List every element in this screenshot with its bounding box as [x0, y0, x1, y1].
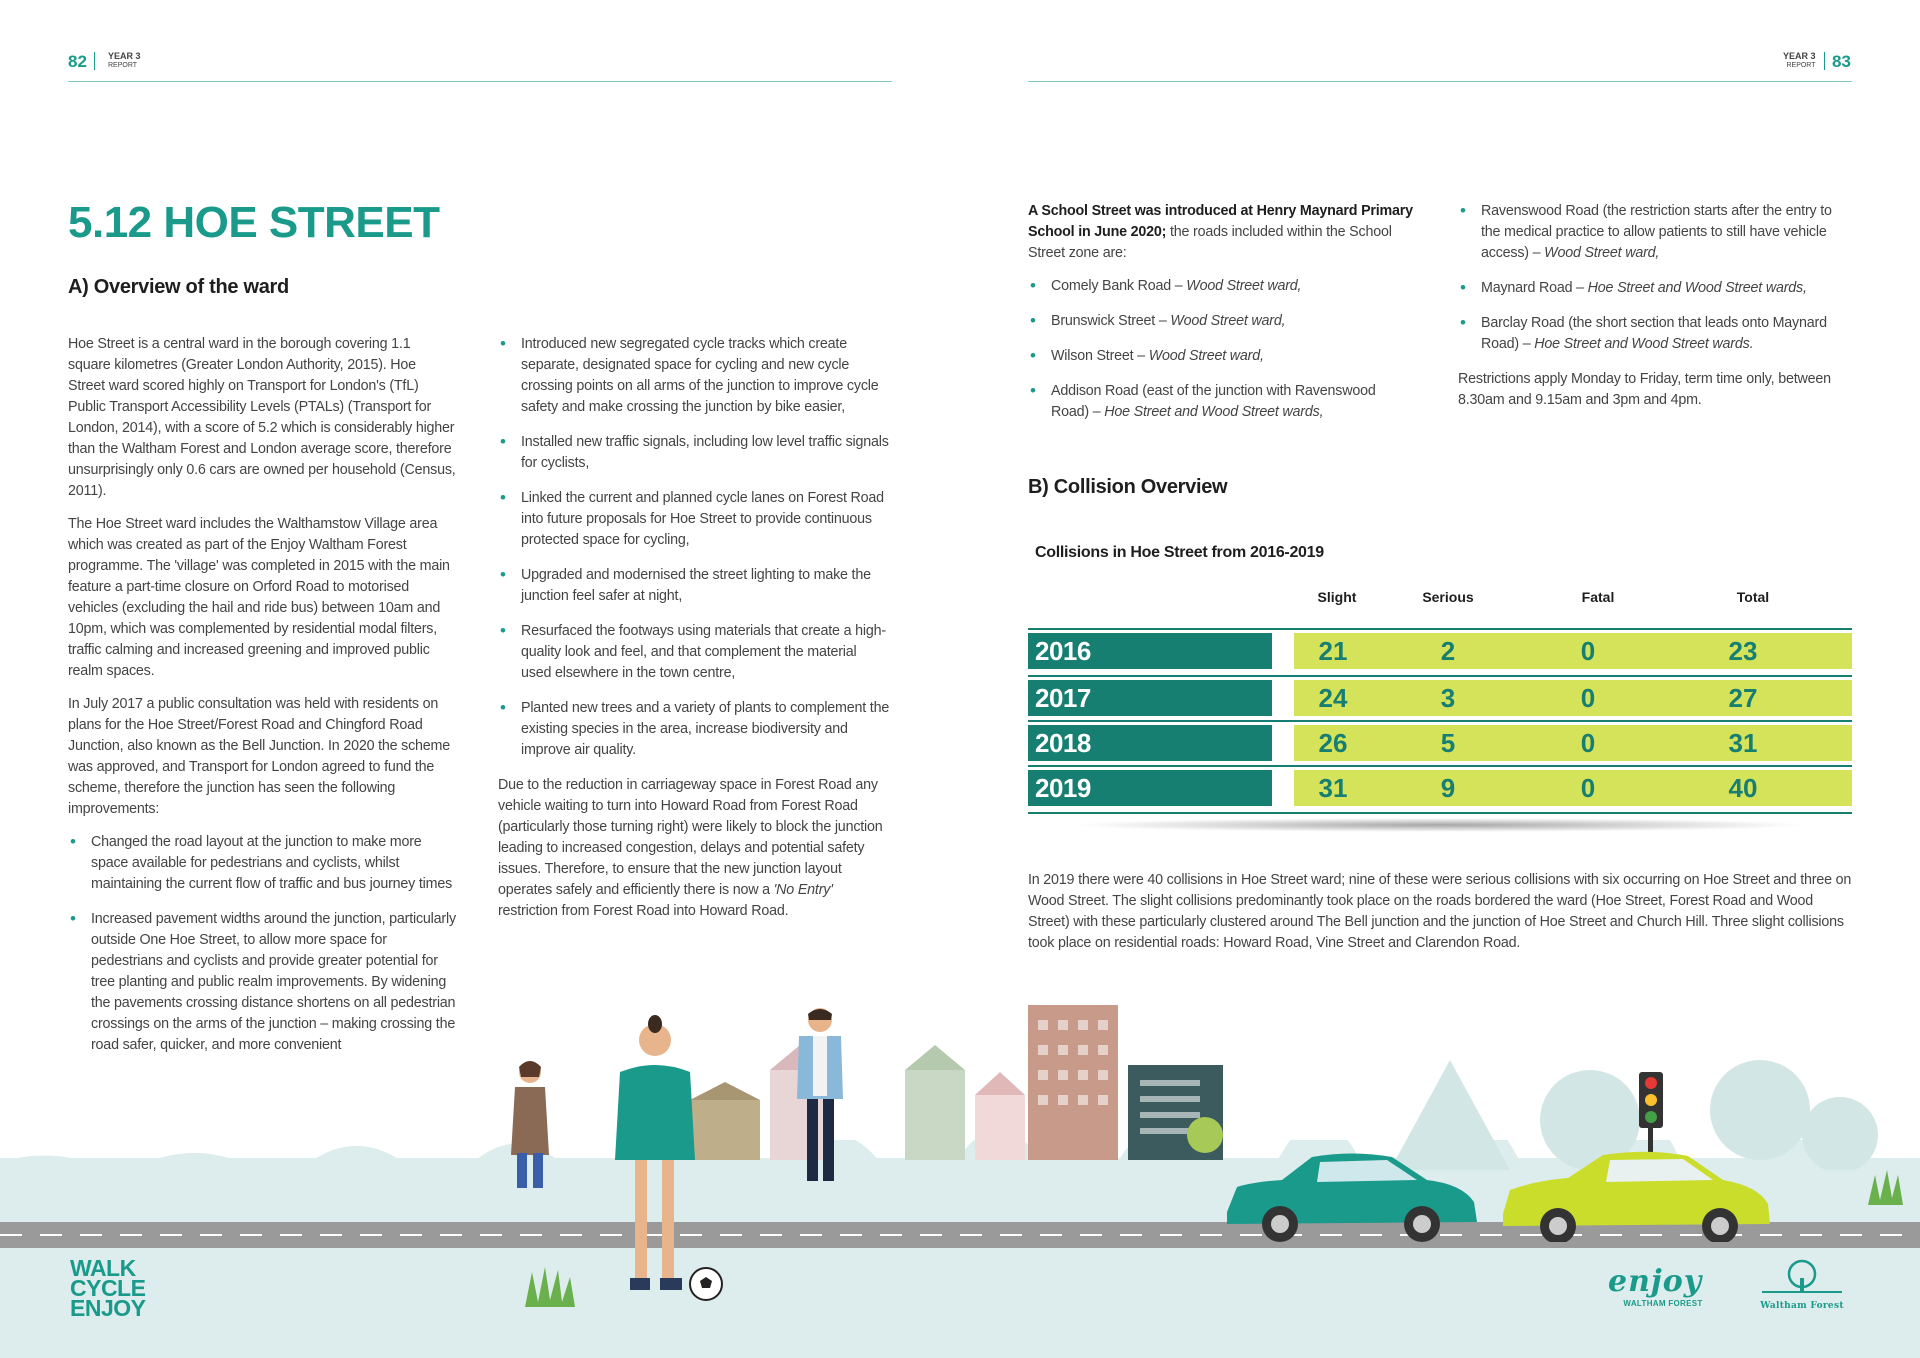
column-2 [498, 334, 890, 934]
ward-name: Wood Street ward, [1186, 278, 1302, 294]
year-report-label-left [108, 52, 141, 70]
list-item: • Linked the current and planned cycle lanes on Forest Road into future proposals for Hoe Street to provide continuous protected space for cycling, [498, 488, 890, 551]
slight-cell: 31 [1318, 773, 1348, 803]
slight-cell: 21 [1318, 636, 1348, 666]
person-walking-illustration [495, 1055, 565, 1195]
school-street-intro [1028, 201, 1416, 264]
list-item [1028, 276, 1416, 297]
serious-cell: 5 [1440, 728, 1456, 758]
serious-cell: 9 [1440, 773, 1456, 803]
list-item [1028, 346, 1416, 367]
list-item [1458, 278, 1854, 299]
header-divider [94, 52, 95, 70]
green-car-illustration [1222, 1142, 1482, 1242]
football-icon [688, 1266, 724, 1302]
paragraph-village: The Hoe Street ward includes the Walthamstow Village area which was created as part of the Enjoy Waltham Forest programme. The 'village' was completed in 2015 with the main feature a part-time closure on Orford Road to motorised vehicles (excluding the hail and ride bus) between 10am and 10pm, which was complemented by residential modal filters, traffic calming and increased greening and improved public realm spaces. [68, 516, 450, 679]
column-3 [1028, 201, 1416, 437]
list-item: • Changed the road layout at the junction to make more space available for pedestrians and cyclists, whilst maintaining the current flow of traffic and bus journey times [68, 832, 456, 895]
fatal-cell: 0 [1580, 773, 1596, 803]
road-name: Maynard Road – [1481, 280, 1588, 296]
ward-name: Wood Street ward, [1148, 348, 1264, 364]
no-entry-label: 'No Entry' [773, 882, 833, 898]
header-slight: Slight [1317, 589, 1357, 605]
column-1 [68, 334, 456, 1070]
total-cell: 40 [1728, 773, 1758, 803]
paragraph-consultation: In July 2017 a public consultation was held with residents on plans for the Hoe Street/Forest Road and Chingford Road Junction, also known as the Bell Junction. In 2020 the scheme was approved, and Transport for London agreed to fund the scheme, therefore the junction has seen the following improvements: [68, 696, 450, 817]
list-item [1458, 201, 1854, 264]
restrictions-text: Restrictions apply Monday to Friday, term time only, between 8.30am and 9.15am and 3pm and 4pm. [1458, 371, 1831, 408]
logo-cycle-text: CYCLE [70, 1275, 146, 1301]
subtitle-collision: B) Collision Overview [1028, 476, 1228, 498]
person-with-ball-illustration [600, 1010, 710, 1310]
list-item: • Increased pavement widths around the junction, particularly outside One Hoe Street, to allow more space for pedestrians and cyclists and provide greater potential for tree planting and public realm improvements. By widening the pavements crossing distance shortens on all pedestrian crossings on the arms of the junction – making crossing the road safer, quicker, and more convenient [68, 909, 456, 1056]
list-item [1028, 381, 1416, 423]
school-street-intro-rest: the roads included within the School Street zone are: [1028, 224, 1392, 261]
year-label: YEAR 3 [1783, 51, 1816, 61]
header-total: Total [1736, 589, 1770, 605]
year-report-label-right [1783, 52, 1816, 70]
road-name: Wilson Street – [1051, 348, 1149, 364]
serious-cell: 3 [1440, 683, 1456, 713]
no-entry-end: restriction from Forest Road into Howard Road. [498, 903, 789, 919]
year-cell: 2019 [1028, 770, 1272, 806]
ward-name: Wood Street ward, [1170, 313, 1286, 329]
list-item [1028, 311, 1416, 332]
year-cell: 2017 [1028, 680, 1272, 716]
ward-name: Hoe Street and Wood Street wards. [1534, 336, 1754, 352]
enjoy-waltham-forest-logo [1608, 1264, 1718, 1308]
road-name: Ravenswood Road (the restriction starts after the entry to the medical practice to allow patients to still have vehicle access) – [1481, 203, 1832, 261]
improvements-list-1 [68, 832, 456, 1056]
header-divider [1824, 52, 1825, 70]
slight-cell: 24 [1318, 683, 1348, 713]
report-label: REPORT [108, 62, 138, 69]
school-street-roads-1 [1028, 276, 1416, 423]
grass-tuft-icon [520, 1262, 580, 1307]
tree-logo-icon [1752, 1258, 1852, 1296]
table-row [1028, 630, 1852, 668]
table-row [1028, 677, 1852, 715]
school-street-intro-bold: A School Street was introduced at Henry Maynard Primary School in June 2020; [1028, 203, 1413, 240]
left-page-number: 82 [68, 52, 87, 71]
year-cell: 2018 [1028, 725, 1272, 761]
enjoy-sub-text: WALTHAM FOREST [1623, 1299, 1703, 1308]
ward-name: Hoe Street and Wood Street wards, [1587, 280, 1807, 296]
header-rule-right [1028, 81, 1852, 82]
fatal-cell: 0 [1580, 683, 1596, 713]
page-title: 5.12 HOE STREET [68, 198, 440, 247]
column-4 [1458, 201, 1854, 423]
fatal-cell: 0 [1580, 728, 1596, 758]
council-logo-text: Waltham Forest [1760, 1301, 1844, 1311]
walk-cycle-enjoy-logo [70, 1255, 146, 1321]
buildings-illustration [680, 1000, 1240, 1170]
waltham-forest-council-logo [1752, 1258, 1852, 1311]
yellow-car-illustration [1498, 1142, 1773, 1242]
list-item: • Installed new traffic signals, including low level traffic signals for cyclists, [498, 432, 890, 474]
total-cell: 31 [1728, 728, 1758, 758]
list-item: • Upgraded and modernised the street lighting to make the junction feel safer at night, [498, 565, 890, 607]
logo-walk-text: WALK [70, 1255, 136, 1281]
header-rule-left [68, 81, 892, 82]
road-name: Brunswick Street – [1051, 313, 1171, 329]
list-item [1458, 313, 1854, 355]
table-row [1028, 767, 1852, 805]
table-row [1028, 722, 1852, 760]
year-label: YEAR 3 [108, 51, 141, 61]
ward-name: Wood Street ward, [1544, 245, 1660, 261]
slight-cell: 26 [1318, 728, 1348, 758]
paragraph-intro: Hoe Street is a central ward in the borough covering 1.1 square kilometres (Greater London Authority, 2015). Hoe Street ward scored highly on Transport for London's (TfL) Public Transport Accessibility Levels (PTALs) (Transport for London, 2014), with a score of 5.2 which is considerably higher than the Waltham Forest and London average score, therefore unsurprisingly only 0.6 cars are owned per household (Census, 2011). [68, 336, 456, 499]
serious-cell: 2 [1440, 636, 1456, 666]
list-item: • Introduced new segregated cycle tracks which create separate, designated space for cycling and new cycle crossing points on all arms of the junction to improve cycle safety and make crossing the junction by bike easier, [498, 334, 890, 418]
ward-name: Hoe Street and Wood Street wards, [1104, 404, 1324, 420]
list-item: • Planted new trees and a variety of plants to complement the existing species in the area, increase biodiversity and improve air quality. [498, 698, 890, 761]
collision-summary: In 2019 there were 40 collisions in Hoe Street ward; nine of these were serious collisions with six occurring on Hoe Street and three on Wood Street. The slight collisions predominantly took place on the roads bordered the ward (Hoe Street, Forest Road and Wood Street) with these particularly clustered around The Bell junction and the junction of Hoe Street and Church Hill. Three slight collisions took place on residential roads: Howard Road, Vine Street and Clarendon Road. [1028, 872, 1852, 951]
no-entry-text: Due to the reduction in carriageway space in Forest Road any vehicle waiting to turn into Howard Road from Forest Road (particularly those turning right) were likely to block the junction leading to increased congestion, delays and potential safety issues. Therefore, to ensure that the new junction layout operates safely and efficiently there is now a [498, 777, 883, 898]
right-page-number: 83 [1832, 52, 1851, 71]
year-cell: 2016 [1028, 633, 1272, 669]
list-item: • Resurfaced the footways using materials that create a high-quality look and feel, and that complement the material used elsewhere in the town centre, [498, 621, 890, 684]
header-serious: Serious [1422, 589, 1474, 605]
subtitle-overview: A) Overview of the ward [68, 276, 289, 298]
person-standing-illustration [785, 1004, 855, 1194]
header-fatal: Fatal [1581, 589, 1615, 605]
report-label: REPORT [1786, 62, 1816, 69]
school-street-roads-2 [1458, 201, 1854, 355]
grass-tuft-icon [1865, 1165, 1910, 1205]
total-cell: 27 [1728, 683, 1758, 713]
enjoy-brand-text: enjoy [1608, 1264, 1703, 1299]
road-name: Comely Bank Road – [1051, 278, 1187, 294]
improvements-list-2 [498, 334, 890, 761]
road-name: Barclay Road (the short section that leads onto Maynard Road) – [1481, 315, 1827, 352]
table-rule [1028, 812, 1852, 814]
logo-enjoy-text: ENJOY [70, 1295, 146, 1321]
table-shadow [1070, 818, 1810, 832]
road-name: Addison Road (east of the junction with Ravenswood Road) – [1051, 383, 1376, 420]
paragraph-no-entry [498, 775, 890, 922]
total-cell: 23 [1728, 636, 1758, 666]
table-title: Collisions in Hoe Street from 2016-2019 [1035, 544, 1324, 561]
fatal-cell: 0 [1580, 636, 1596, 666]
